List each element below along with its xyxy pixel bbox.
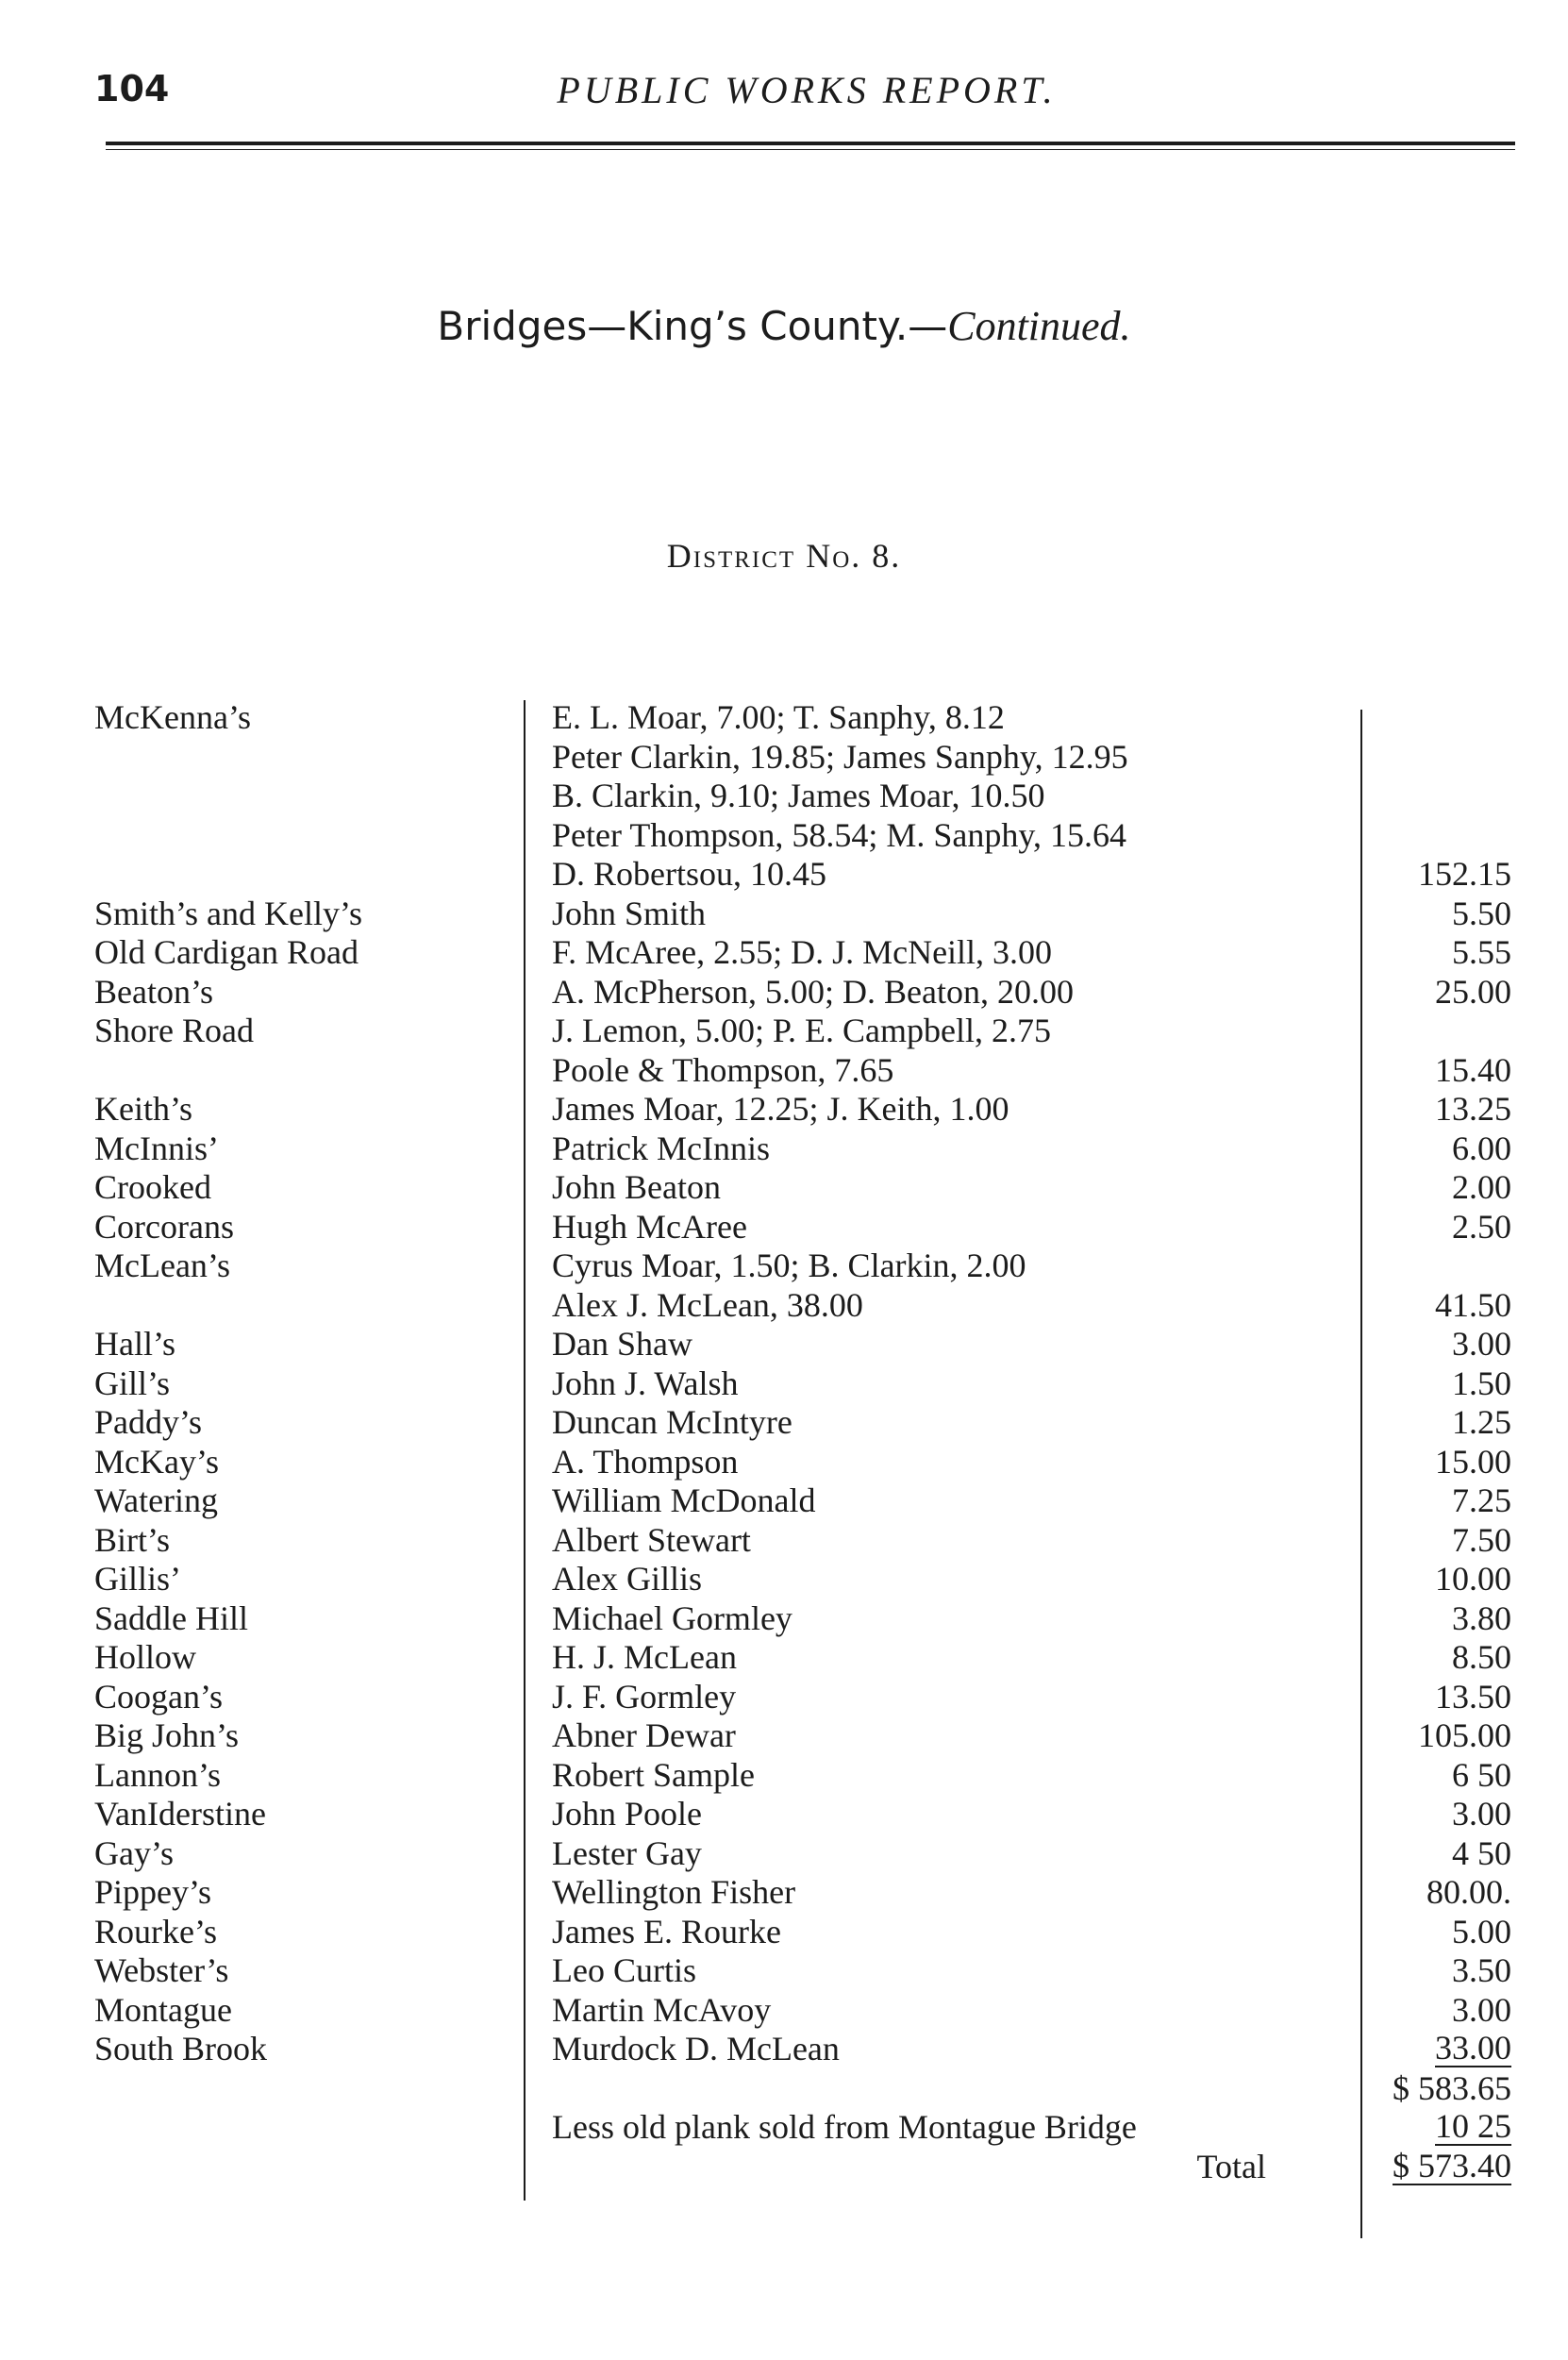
payee-details: Robert Sample (552, 1755, 755, 1794)
payee-details: Michael Gormley (552, 1598, 792, 1637)
amount: 41.50 (1435, 1285, 1511, 1324)
payee-details: F. McAree, 2.55; D. J. McNeill, 3.00 (552, 933, 1053, 971)
amount: 13.25 (1435, 1090, 1511, 1128)
amount: 5.00 (1452, 1912, 1511, 1950)
payee-details: J. F. Gormley (552, 1677, 737, 1716)
bridge-name: McKay’s (94, 1442, 219, 1481)
table-row (0, 1364, 1568, 1404)
table-row (0, 738, 1568, 778)
amount: 5.50 (1452, 894, 1511, 932)
bridge-name: Gillis’ (94, 1560, 182, 1598)
deduction-amount: 10 25 (1435, 2107, 1511, 2145)
table-row (0, 1247, 1568, 1286)
table-row (0, 1991, 1568, 2031)
bridge-name: Webster’s (94, 1951, 229, 1989)
bridge-expense-table (0, 698, 1568, 2186)
subtotal-amount: $ 583.65 (1393, 2068, 1511, 2107)
bridge-name: Hollow (94, 1638, 196, 1676)
amount: 1.50 (1452, 1364, 1511, 1402)
deduction-label: Less old plank sold from Montague Bridge (552, 2108, 1137, 2146)
bridge-name: Rourke’s (94, 1912, 217, 1950)
payee-details: Cyrus Moar, 1.50; B. Clarkin, 2.00 (552, 1247, 1026, 1284)
section-title-main: Bridges—King’s County.— (437, 303, 948, 349)
table-row (0, 1521, 1568, 1561)
table-row (0, 855, 1568, 895)
total-amount: $ 573.40 (1393, 2146, 1511, 2184)
bridge-name: Birt’s (94, 1520, 171, 1559)
bridge-name: South Brook (94, 2030, 268, 2067)
amount: 3.00 (1452, 1990, 1511, 2029)
amount: 3.50 (1452, 1951, 1511, 1989)
section-title-continued: Continued. (947, 303, 1131, 349)
amount: 6.00 (1452, 1129, 1511, 1167)
amount: 7.25 (1452, 1481, 1511, 1519)
table-row (0, 1951, 1568, 1991)
bridge-name: Gay’s (94, 1833, 174, 1872)
table-row (0, 1834, 1568, 1874)
amount: 10.00 (1435, 1560, 1511, 1598)
payee-details: Alex Gillis (552, 1560, 702, 1598)
payee-details: Poole & Thompson, 7.65 (552, 1050, 894, 1089)
payee-details: Albert Stewart (552, 1520, 751, 1559)
payee-details: Lester Gay (552, 1833, 702, 1872)
bridge-name: Big John’s (94, 1716, 240, 1754)
bridge-name: Lannon’s (94, 1755, 221, 1794)
bridge-name: Old Cardigan Road (94, 933, 359, 971)
page-header (94, 68, 1519, 125)
payee-details: A. McPherson, 5.00; D. Beaton, 20.00 (552, 972, 1074, 1011)
bridge-name: Beaton’s (94, 972, 213, 1011)
table-row (0, 1168, 1568, 1208)
table-row (0, 777, 1568, 816)
bridge-name: McLean’s (94, 1247, 230, 1284)
table-row (0, 1403, 1568, 1443)
table-row (0, 698, 1568, 738)
bridge-name: Keith’s (94, 1090, 192, 1128)
payee-details: E. L. Moar, 7.00; T. Sanphy, 8.12 (552, 698, 1005, 736)
amount: 105.00 (1418, 1716, 1511, 1754)
bridge-name: Watering (94, 1481, 219, 1519)
payee-details: James E. Rourke (552, 1912, 781, 1950)
payee-details: Leo Curtis (552, 1951, 696, 1989)
payee-details: Martin McAvoy (552, 1990, 772, 2029)
amount: 3.00 (1452, 1795, 1511, 1833)
table-row (0, 1873, 1568, 1913)
subtotal-row (0, 2069, 1568, 2109)
amount: 3.00 (1452, 1325, 1511, 1363)
payee-details: Abner Dewar (552, 1716, 736, 1754)
bridge-name: Crooked (94, 1168, 211, 1206)
payee-details: John Beaton (552, 1168, 721, 1206)
total-label: Total (1196, 2147, 1266, 2185)
amount: 5.55 (1452, 933, 1511, 971)
payee-details: J. Lemon, 5.00; P. E. Campbell, 2.75 (552, 1012, 1051, 1049)
running-head: PUBLIC WORKS REPORT. (557, 69, 1057, 111)
table-row (0, 1286, 1568, 1326)
table-row (0, 816, 1568, 856)
payee-details: Peter Thompson, 58.54; M. Sanphy, 15.64 (552, 815, 1126, 854)
payee-details: A. Thompson (552, 1442, 739, 1481)
amount: 152.15 (1418, 855, 1511, 893)
table-row (0, 1599, 1568, 1639)
bridge-name: Hall’s (94, 1325, 175, 1363)
table-row (0, 973, 1568, 1013)
amount: 6 50 (1452, 1755, 1511, 1794)
bridge-name: McInnis’ (94, 1129, 219, 1167)
table-row (0, 1012, 1568, 1051)
page-number: 104 (94, 68, 170, 109)
bridge-name: McKenna’s (94, 698, 251, 736)
bridge-name: Paddy’s (94, 1403, 203, 1441)
amount: 8.50 (1452, 1638, 1511, 1676)
payee-details: William McDonald (552, 1481, 816, 1519)
amount: 25.00 (1435, 972, 1511, 1011)
amount: 33.00 (1435, 2029, 1511, 2067)
table-row (0, 1638, 1568, 1678)
payee-details: Duncan McIntyre (552, 1403, 792, 1441)
payee-details: Peter Clarkin, 19.85; James Sanphy, 12.95 (552, 737, 1128, 776)
table-row (0, 1678, 1568, 1717)
payee-details: Wellington Fisher (552, 1873, 796, 1911)
table-row (0, 2030, 1568, 2069)
section-title (0, 302, 1568, 350)
payee-details: D. Robertsou, 10.45 (552, 855, 826, 893)
table-row (0, 1913, 1568, 1952)
payee-details: John Smith (552, 894, 707, 932)
table-row (0, 1325, 1568, 1364)
amount: 4 50 (1452, 1833, 1511, 1872)
total-row (0, 2148, 1568, 2187)
table-row (0, 895, 1568, 934)
payee-details: Alex J. McLean, 38.00 (552, 1285, 863, 1324)
bridge-name: Montague (94, 1990, 232, 2029)
amount: 15.40 (1435, 1050, 1511, 1089)
bridge-name: Smith’s and Kelly’s (94, 894, 363, 932)
table-row (0, 933, 1568, 973)
header-rule (106, 142, 1515, 145)
header-rule-thin (106, 149, 1515, 150)
amount: 3.80 (1452, 1598, 1511, 1637)
table-row (0, 1090, 1568, 1130)
bridge-name: Saddle Hill (94, 1598, 248, 1637)
table-row (0, 1051, 1568, 1091)
table-row (0, 1756, 1568, 1796)
payee-details: Hugh McAree (552, 1207, 747, 1246)
table-row (0, 1716, 1568, 1756)
table-row (0, 1481, 1568, 1521)
payee-details: Patrick McInnis (552, 1129, 770, 1167)
amount: 15.00 (1435, 1442, 1511, 1481)
amount: 7.50 (1452, 1520, 1511, 1559)
deduction-row (0, 2108, 1568, 2148)
bridge-name: VanIderstine (94, 1795, 266, 1833)
amount: 2.50 (1452, 1207, 1511, 1246)
table-row (0, 1208, 1568, 1247)
district-label: District No. 8. (666, 537, 902, 575)
bridge-name: Corcorans (94, 1207, 234, 1246)
payee-details: H. J. McLean (552, 1638, 737, 1676)
amount: 80.00. (1426, 1873, 1511, 1911)
payee-details: John J. Walsh (552, 1364, 739, 1402)
amount: 1.25 (1452, 1403, 1511, 1441)
payee-details: Murdock D. McLean (552, 2030, 840, 2067)
bridge-name: Gill’s (94, 1364, 171, 1402)
table-row (0, 1130, 1568, 1169)
bridge-name: Shore Road (94, 1012, 254, 1049)
amount: 13.50 (1435, 1677, 1511, 1716)
amount: 2.00 (1452, 1168, 1511, 1206)
bridge-name: Pippey’s (94, 1873, 212, 1911)
table-row (0, 1795, 1568, 1834)
table-row (0, 1560, 1568, 1599)
table-row (0, 1443, 1568, 1482)
payee-details: Dan Shaw (552, 1325, 692, 1363)
payee-details: James Moar, 12.25; J. Keith, 1.00 (552, 1090, 1009, 1128)
payee-details: B. Clarkin, 9.10; James Moar, 10.50 (552, 777, 1045, 814)
bridge-name: Coogan’s (94, 1677, 224, 1716)
payee-details: John Poole (552, 1795, 703, 1833)
